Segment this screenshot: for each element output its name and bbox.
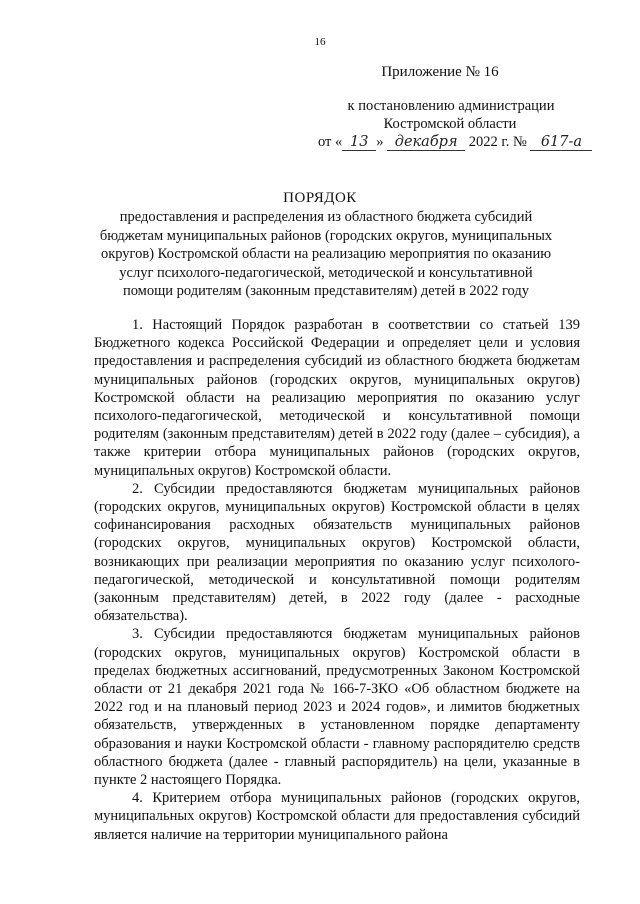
paragraph-2: 2. Субсидии предоставляются бюджетам муниципальных районов (городских округов, муниципальных округов) Костромской области в целях софинансирования расходных обязательств муниципальных районов (городских округов, муниципальных округов) Костромской области, возникающих при реализации мероприятия по оказанию услуг психолого-педагогической, методической и консультативной помощи родителям (законным представителям) детей, в 2022 году (далее - расходные обязательства). bbox=[94, 480, 580, 625]
date-month-handwritten: декабря bbox=[387, 134, 465, 151]
date-quote-close: » bbox=[376, 134, 384, 150]
annex-title: Приложение № 16 bbox=[381, 64, 499, 80]
date-prefix: от « bbox=[318, 134, 343, 150]
annex-date-line bbox=[318, 134, 592, 151]
document-body bbox=[94, 316, 580, 844]
date-day-handwritten: 13 bbox=[342, 134, 376, 151]
paragraph-4: 4. Критерием отбора муниципальных районов (городских округов, муниципальных округов) Костромской области для предоставления субсидий является наличие на территории муниципального района bbox=[94, 790, 580, 843]
document-subtitle: предоставления и распределения из областного бюджета субсидий бюджетам муниципальных районов (городских округов, муниципальных округов) Костромской области на реализацию мероприятия по оказанию услуг психолого-педагогической, методической и консультативной помощи родителям (законным представителям) детей в 2022 году bbox=[99, 209, 553, 299]
date-year: 2022 г. № bbox=[468, 134, 527, 150]
document-title: ПОРЯДОК bbox=[283, 190, 357, 206]
paragraph-3: 3. Субсидии предоставляются бюджетам муниципальных районов (городских округов, муниципальных округов) Костромской области в пределах бюджетных ассигнований, предусмотренных Законом Костромской области от 21 декабря 2021 года № 166-7-ЗКО «Об областном бюджете на 2022 год и на плановый период 2023 и 2024 годов», и лимитов бюджетных обязательств, утвержденных в установленном порядке департаменту образования и науки Костромской области - главному распорядителю средств областного бюджета (далее - главный распорядитель) на цели, указанные в пункте 2 настоящего Порядка. bbox=[94, 626, 580, 789]
document-number-handwritten: 617-а bbox=[530, 134, 592, 151]
page-number: 16 bbox=[314, 36, 326, 48]
paragraph-1: 1. Настоящий Порядок разработан в соответствии со статьей 139 Бюджетного кодекса Российской Федерации и определяет цели и условия предоставления и распределения субсидий из областного бюджета бюджетам муниципальных районов (городских округов, муниципальных округов) Костромской области на реализацию мероприятия по оказанию услуг психолого-педагогической, методической и консультативной помощи родителям (законным представителям) детей в 2022 году (далее – субсидия), а также критерии отбора муниципальных районов (городских округов, муниципальных округов) Костромской области. bbox=[94, 317, 580, 479]
annex-line-1: к постановлению администрации bbox=[347, 98, 555, 114]
annex-line-2: Костромской области bbox=[383, 116, 517, 132]
